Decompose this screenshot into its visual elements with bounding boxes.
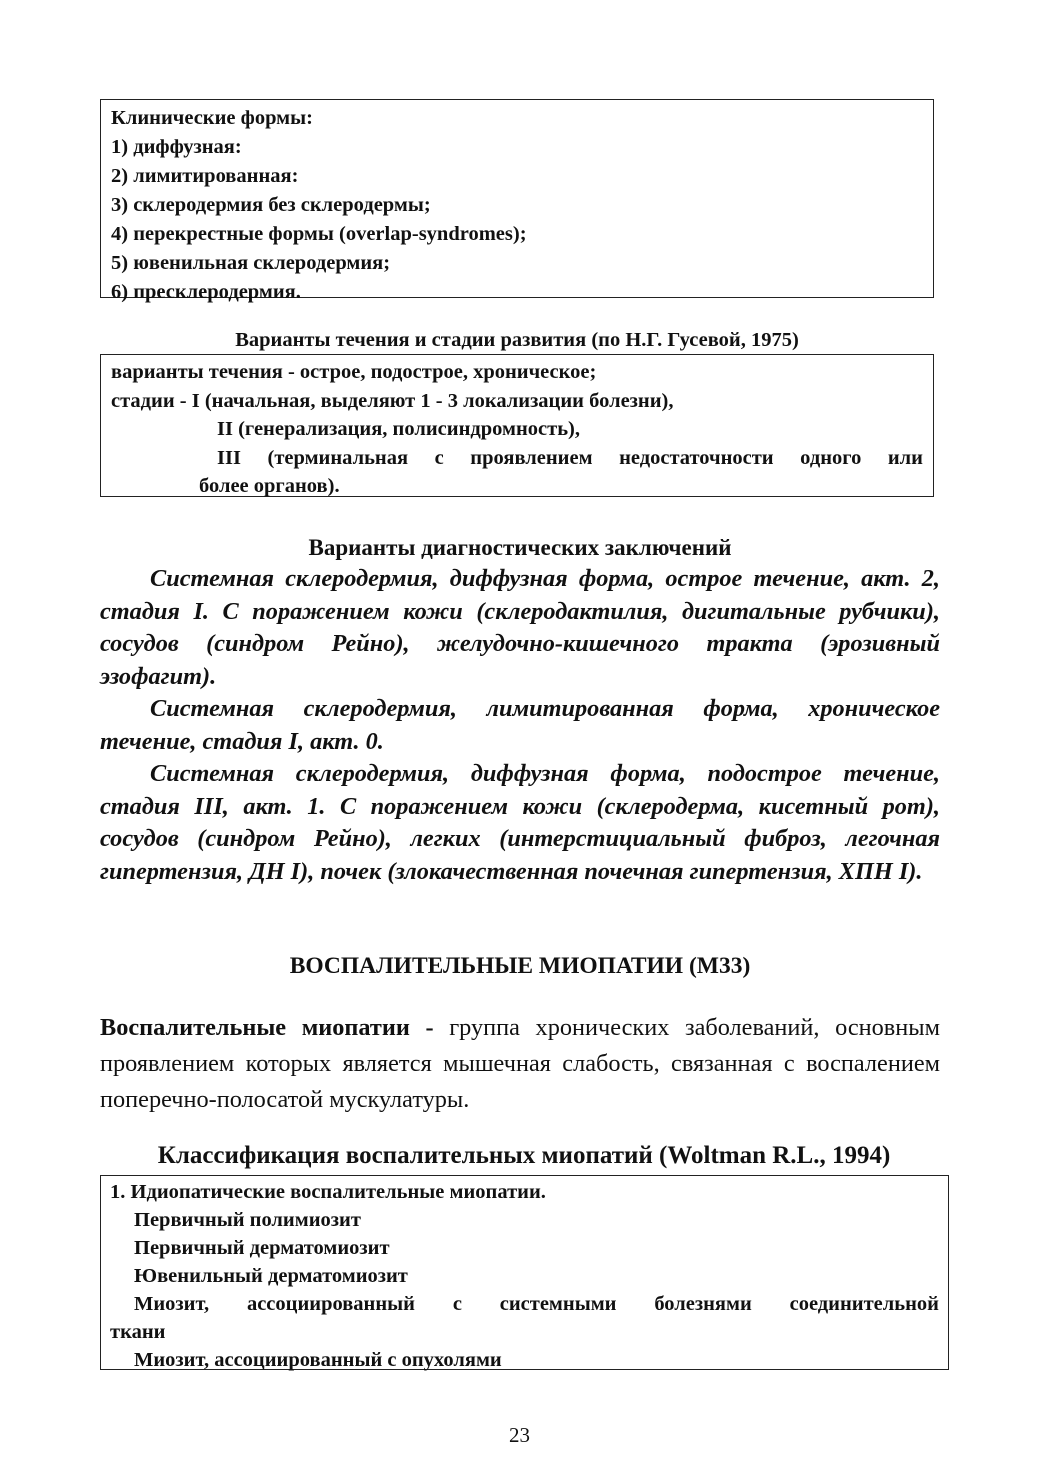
classification-box: [100, 1175, 949, 1370]
variants-stage-line: III (терминальная с проявлением недостаточности одного или: [217, 446, 923, 469]
classification-item: Миозит, ассоциированный с системными болезнями соединительной: [134, 1293, 939, 1315]
diagnostic-paragraph: Системная склеродермия, диффузная форма, подострое течение, стадия III, акт. 1. С поражением кожи (склеродерма, кисетный рот), сосудов (синдром Рейно), легких (интерстициальный фиброз, легочная гипертензия, ДН I), почек (злокачественная почечная гипертензия, ХПН I).: [100, 760, 940, 885]
clinical-form-item: 1) диффузная:: [111, 136, 242, 158]
diagnostic-paragraph: Системная склеродермия, диффузная форма, острое течение, акт. 2, стадия I. С поражением кожи (склеродактилия, дигитальные рубчики), сосудов (синдром Рейно), желудочно-кишечного тракта (эрозивный эзофагит).: [100, 565, 940, 690]
diagnostic-paragraph: Системная склеродермия, лимитированная форма, хроническое течение, стадия I, акт. 0.: [100, 695, 940, 755]
definition-paragraph: [100, 1010, 940, 1118]
diagnostic-heading: Варианты диагностических заключений: [308, 535, 732, 560]
classification-item: Первичный полимиозит: [134, 1209, 361, 1231]
variants-heading: Варианты течения и стадии развития (по Н.Г. Гусевой, 1975): [235, 329, 799, 351]
classification-heading: Классификация воспалительных миопатий (Woltman R.L., 1994): [157, 1142, 891, 1169]
variants-stage-line: стадии - I (начальная, выделяют 1 - 3 локализации болезни),: [111, 389, 674, 412]
clinical-form-item: 5) ювенильная склеродермия;: [111, 252, 391, 274]
section-title: ВОСПАЛИТЕЛЬНЫЕ МИОПАТИИ (М33): [289, 953, 751, 979]
page-number: 23: [509, 1423, 530, 1447]
variants-course-line: варианты течения - острое, подострое, хроническое;: [111, 361, 597, 383]
classification-item: 1. Идиопатические воспалительные миопатии.: [110, 1181, 546, 1203]
clinical-form-item: 4) перекрестные формы (overlap-syndromes);: [111, 223, 527, 245]
classification-item: ткани: [110, 1321, 166, 1343]
clinical-form-item: 6) пресклеродермия.: [111, 281, 301, 303]
clinical-forms-box: [100, 99, 934, 303]
variants-box: [100, 354, 934, 497]
definition-term: Воспалительные миопатии -: [100, 1014, 434, 1041]
variants-stage-line: более органов).: [199, 475, 340, 497]
clinical-form-item: 3) склеродермия без склеродермы;: [111, 194, 431, 216]
diagnostic-examples: [100, 563, 940, 888]
variants-stage-line: II (генерализация, полисиндромность),: [217, 418, 580, 440]
classification-item: Ювенильный дерматомиозит: [134, 1265, 408, 1287]
clinical-form-item: 2) лимитированная:: [111, 165, 299, 187]
classification-item: Миозит, ассоциированный с опухолями: [134, 1349, 502, 1371]
definition-text: группа хронических заболеваний, основным проявлением которых является мышечная слабость, связанная с воспалением поперечно-полосатой мускулатуры.: [100, 1014, 940, 1113]
clinical-forms-title: Клинические формы:: [111, 107, 313, 129]
classification-item: Первичный дерматомиозит: [134, 1237, 390, 1259]
